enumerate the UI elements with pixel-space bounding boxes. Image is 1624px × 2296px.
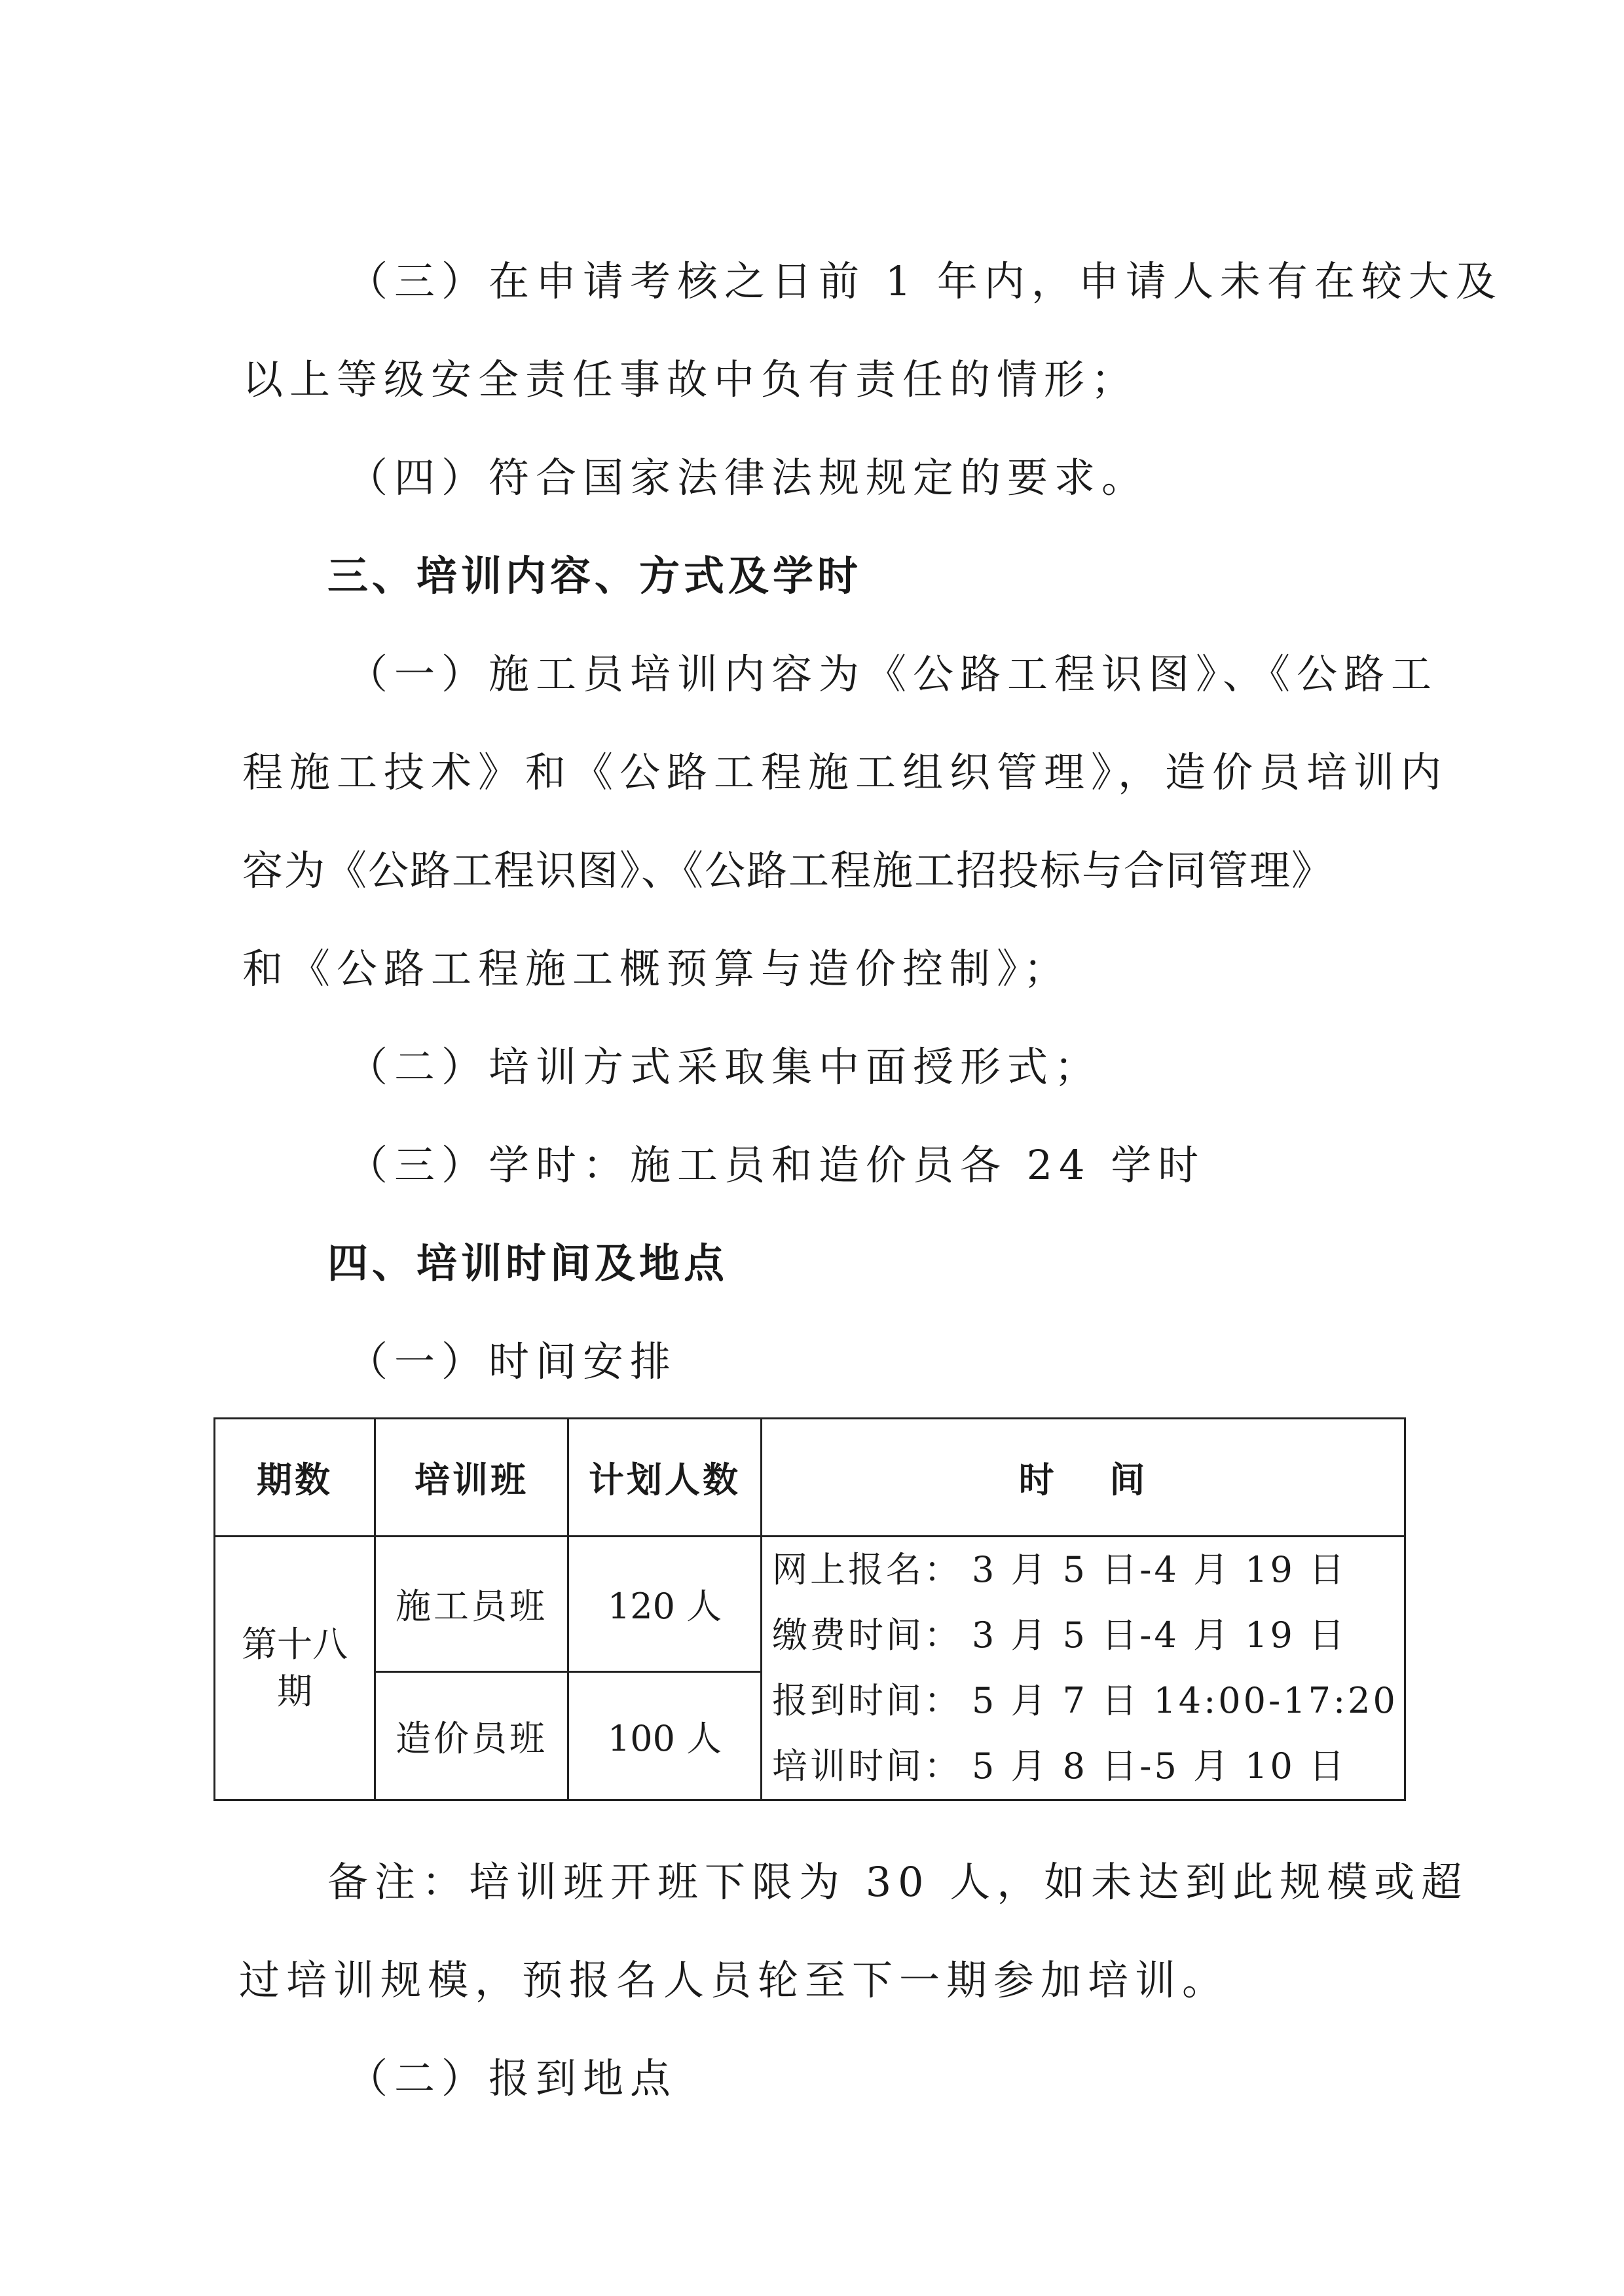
paragraph-line: 和《公路工程施工概预算与造价控制》； (242, 945, 1071, 993)
paragraph-line: （三）在申请考核之日前 1 年内，申请人未有在较大及 (347, 257, 1503, 305)
time-value: 5 月 7 日 14:00-17:20 (972, 1680, 1398, 1721)
count-cell: 120 人 (568, 1537, 762, 1672)
period-label: 第十八期 (242, 1624, 348, 1712)
time-value: 5 月 8 日-5 月 10 日 (972, 1745, 1348, 1787)
count-cell: 100 人 (568, 1671, 762, 1800)
table-row (215, 1537, 1405, 1672)
paragraph-line: （四）符合国家法律法规规定的要求。 (347, 454, 1149, 501)
time-value: 3 月 5 日-4 月 19 日 (972, 1614, 1348, 1656)
paragraph-line: 容为《公路工程识图》、《公路工程施工招投标与合同管理》 (242, 847, 1334, 894)
section-heading: 三、培训内容、方式及学时 (327, 552, 862, 600)
time-label: 培训时间： (772, 1745, 962, 1787)
class-name-cell: 施工员班 (375, 1537, 568, 1672)
header-class: 培训班 (375, 1419, 568, 1537)
class-name-cell: 造价员班 (375, 1671, 568, 1800)
time-row (762, 1668, 1404, 1734)
time-row (762, 1603, 1404, 1668)
time-label: 报到时间： (772, 1680, 962, 1721)
header-time: 时 间 (762, 1419, 1405, 1537)
note-line: 过培训规模，预报名人员轮至下一期参加培训。 (239, 1956, 1230, 2004)
header-period: 期数 (215, 1419, 375, 1537)
time-label: 网上报名： (772, 1549, 962, 1590)
paragraph-line: （一）施工员培训内容为《公路工程识图》、《公路工 (347, 650, 1439, 698)
period-cell (215, 1537, 375, 1800)
time-row (762, 1734, 1404, 1799)
time-label: 缴费时间： (772, 1614, 962, 1656)
paragraph-line: 程施工技术》和《公路工程施工组织管理》，造价员培训内 (242, 748, 1449, 796)
paragraph-line: （二）报到地点 (347, 2054, 678, 2102)
time-value: 3 月 5 日-4 月 19 日 (972, 1549, 1348, 1590)
time-cell (762, 1537, 1405, 1800)
paragraph-line: （一）时间安排 (347, 1338, 678, 1385)
time-row (762, 1537, 1404, 1603)
paragraph-line: 以上等级安全责任事故中负有责任的情形； (242, 355, 1139, 403)
note-line: 备注：培训班开班下限为 30 人，如未达到此规模或超 (327, 1858, 1469, 1906)
paragraph-line: （三）学时：施工员和造价员各 24 学时 (347, 1141, 1206, 1189)
schedule-table (213, 1417, 1406, 1801)
section-heading: 四、培训时间及地点 (327, 1239, 729, 1287)
header-planned-count: 计划人数 (568, 1419, 762, 1537)
table-header-row (215, 1419, 1405, 1537)
paragraph-line: （二）培训方式采取集中面授形式； (347, 1043, 1102, 1091)
